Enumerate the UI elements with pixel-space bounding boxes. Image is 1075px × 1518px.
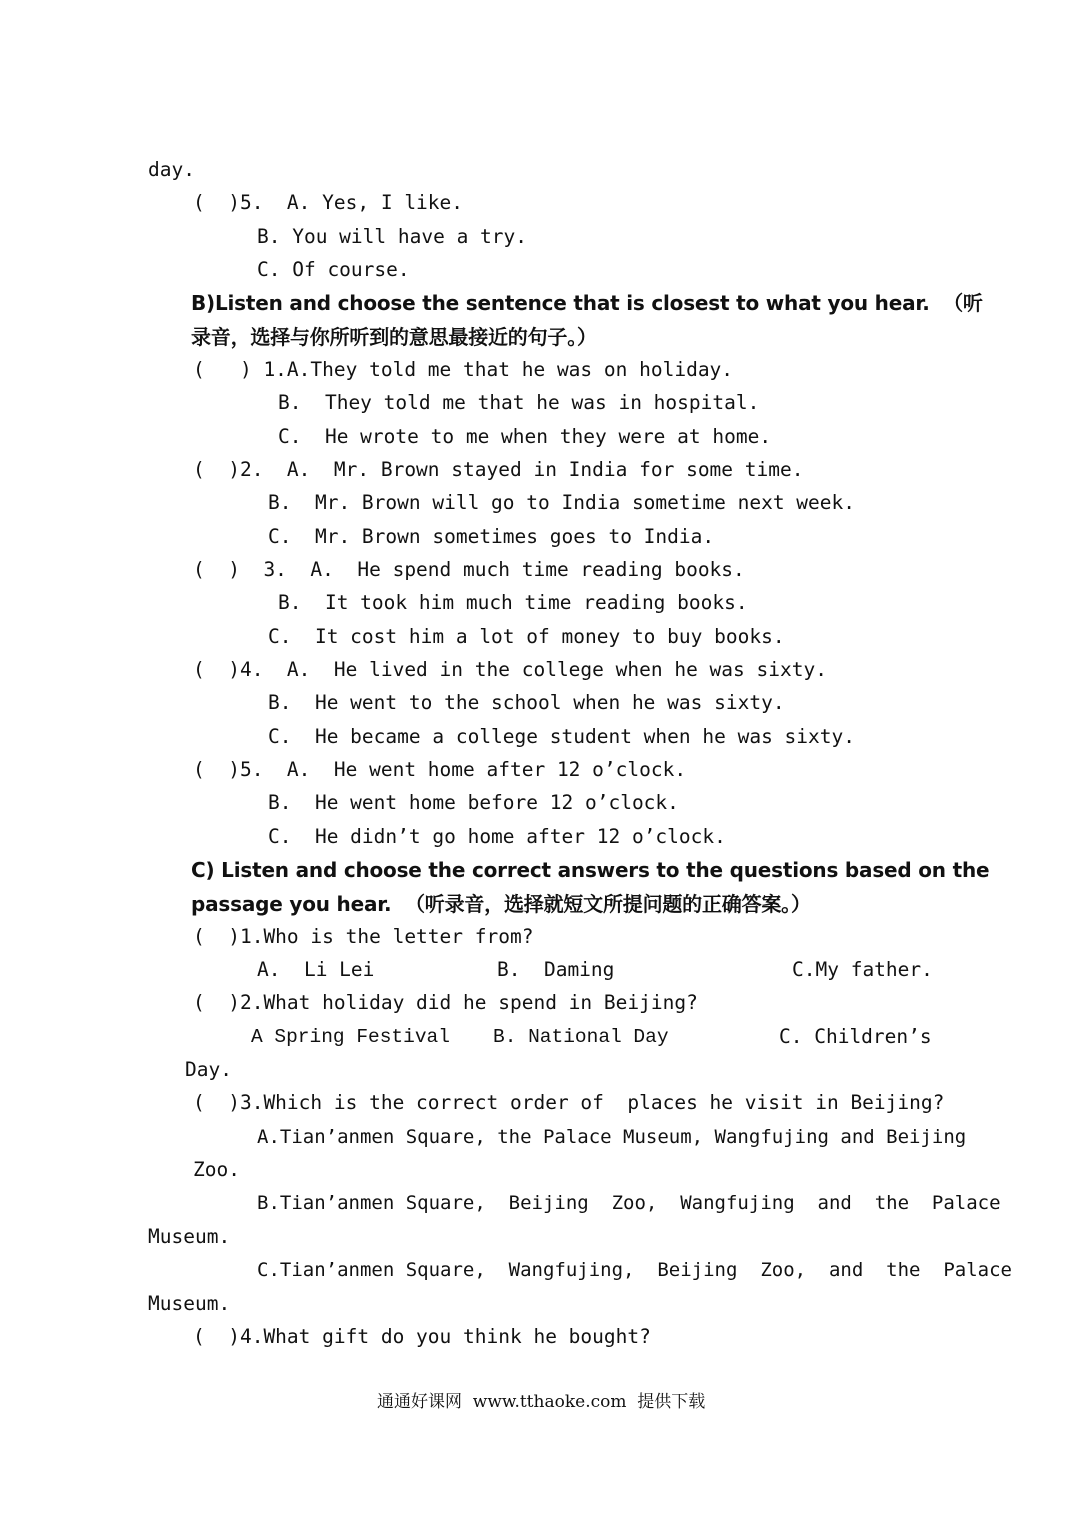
option-b: B. He went to the school when he was sixty. [268, 691, 785, 714]
question-3: ( )3.Which is the correct order of places he visit in Beijing? [193, 1091, 945, 1114]
section-b-heading: B)Listen and choose the sentence that is closest to what you hear. （听 [191, 291, 983, 315]
question-5: ( )5. A. Yes, I like. [193, 191, 464, 214]
option-b: B. You will have a try. [257, 225, 528, 248]
option-b-cont: Museum. [148, 1225, 231, 1248]
option-a-cont: Zoo. [193, 1158, 240, 1181]
option-a: A. Li Lei [257, 958, 375, 981]
option-c: C. Of course. [257, 258, 410, 281]
question-4: ( )4. A. He lived in the college when he was sixty. [193, 658, 827, 681]
continuation-text: day. [148, 158, 195, 181]
footer-text: 通通好课网 www.tthaoke.com 提供下载 [377, 1392, 706, 1412]
option-b: B. National Day [493, 1026, 669, 1048]
question-4: ( )4.What gift do you think he bought? [193, 1325, 651, 1348]
option-c: C. He became a college student when he was sixty. [268, 725, 855, 748]
option-a: A.Tian’anmen Square, the Palace Museum, Wangfujing and Beijing [257, 1126, 967, 1148]
option-c: C.My father. [792, 958, 933, 981]
option-b: B.Tian’anmen Square, Beijing Zoo, Wangfujing and the Palace [257, 1192, 1001, 1214]
section-c-heading: C) Listen and choose the correct answers to the questions based on the [191, 858, 990, 882]
option-c: C.Tian’anmen Square, Wangfujing, Beijing Zoo, and the Palace [257, 1259, 1012, 1281]
question-1: ( )1.Who is the letter from? [193, 925, 534, 948]
option-c-cont: Museum. [148, 1292, 231, 1315]
option-c-cont: Day. [185, 1058, 232, 1081]
option-b: B. They told me that he was in hospital. [278, 391, 760, 414]
question-1: ( ) 1.A.They told me that he was on holiday. [193, 358, 734, 381]
question-2: ( )2.What holiday did he spend in Beijing? [193, 991, 698, 1014]
section-b-heading-cont: 录音，选择与你所听到的意思最接近的句子。） [191, 325, 597, 349]
option-c: C. Mr. Brown sometimes goes to India. [268, 525, 715, 548]
question-3: ( ) 3. A. He spend much time reading books. [193, 558, 745, 581]
question-2: ( )2. A. Mr. Brown stayed in India for some time. [193, 458, 804, 481]
option-b: B. It took him much time reading books. [278, 591, 748, 614]
option-b: B. He went home before 12 o’clock. [268, 791, 679, 814]
option-b: B. Mr. Brown will go to India sometime next week. [268, 491, 855, 514]
option-c: C. It cost him a lot of money to buy books. [268, 625, 785, 648]
option-a: A Spring Festival [251, 1026, 450, 1048]
option-c: C. He wrote to me when they were at home. [278, 425, 772, 448]
section-c-heading-cont: passage you hear. （听录音，选择就短文所提问题的正确答案。） [191, 892, 811, 916]
option-c: C. He didn’t go home after 12 o’clock. [268, 825, 726, 848]
option-b: B. Daming [497, 958, 615, 981]
option-c: C. Children’s [779, 1025, 932, 1048]
question-5: ( )5. A. He went home after 12 o’clock. [193, 758, 687, 781]
